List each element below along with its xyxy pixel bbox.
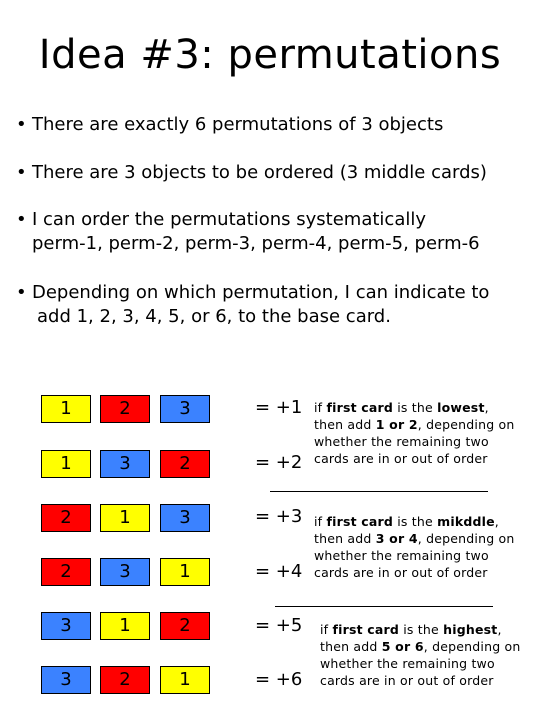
card: 2 — [41, 504, 91, 532]
bullet-text: Depending on which permutation, I can indicate to — [32, 282, 490, 303]
card: 3 — [160, 395, 210, 423]
card: 1 — [41, 395, 91, 423]
bullet-dot: • — [16, 282, 27, 303]
divider-2 — [275, 606, 493, 607]
card: 3 — [41, 666, 91, 694]
bullet-text-continued: perm-1, perm-2, perm-3, perm-4, perm-5, perm-6 — [32, 233, 480, 254]
bullet-text-continued: add 1, 2, 3, 4, 5, or 6, to the base card. — [37, 306, 391, 327]
bullet-dot: • — [16, 114, 27, 135]
bullet-text: There are exactly 6 permutations of 3 objects — [32, 114, 444, 135]
card: 1 — [41, 450, 91, 478]
divider-1 — [270, 491, 488, 492]
card: 2 — [41, 558, 91, 586]
bullet-text: There are 3 objects to be ordered (3 middle cards) — [32, 162, 487, 183]
bullet-4 — [16, 281, 526, 329]
bullet-text: I can order the permutations systematically — [32, 209, 427, 230]
bullet-dot: • — [16, 209, 27, 230]
card: 1 — [100, 612, 150, 640]
addend-label: = +4 — [255, 561, 303, 582]
card: 1 — [160, 666, 210, 694]
card: 3 — [100, 450, 150, 478]
card: 2 — [100, 666, 150, 694]
card: 3 — [41, 612, 91, 640]
card: 2 — [160, 450, 210, 478]
card: 2 — [100, 395, 150, 423]
card: 1 — [100, 504, 150, 532]
card: 3 — [100, 558, 150, 586]
card: 2 — [160, 612, 210, 640]
note-middle: if first card is the mikddle, then add 3 or 4, depending on whether the remaining two cards are in or out of order — [314, 514, 515, 580]
note-highest: if first card is the highest, then add 5 or 6, depending on whether the remaining two cards are in or out of order — [320, 622, 521, 688]
card: 3 — [160, 504, 210, 532]
bullet-1 — [16, 113, 526, 137]
addend-label: = +1 — [255, 397, 303, 418]
bullet-dot: • — [16, 162, 27, 183]
addend-label: = +6 — [255, 669, 303, 690]
note-lowest: if first card is the lowest, then add 1 or 2, depending on whether the remaining two cards are in or out of order — [314, 400, 515, 466]
addend-label: = +5 — [255, 615, 303, 636]
bullet-3 — [16, 208, 526, 256]
card: 1 — [160, 558, 210, 586]
addend-label: = +2 — [255, 452, 303, 473]
bullet-2 — [16, 161, 526, 185]
page-title: Idea #3: permutations — [38, 32, 502, 78]
addend-label: = +3 — [255, 506, 303, 527]
